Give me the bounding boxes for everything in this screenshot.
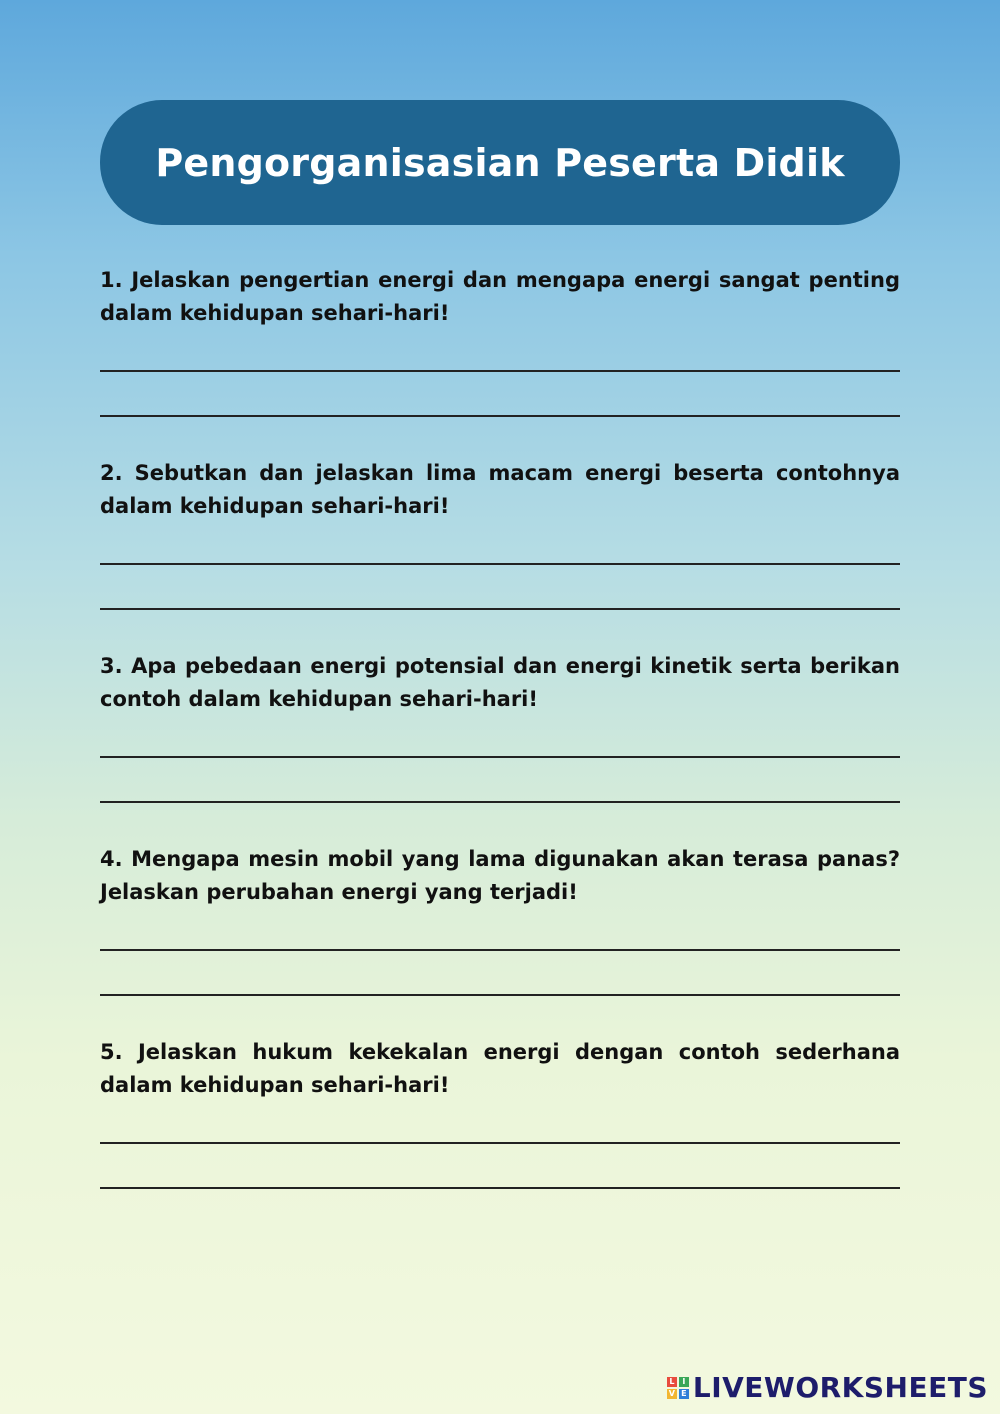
answer-line[interactable] <box>100 949 900 951</box>
question-list <box>100 264 900 1229</box>
brand-name: LIVEWORKSHEETS <box>692 1371 988 1404</box>
title-banner <box>100 100 900 225</box>
question-5 <box>100 1036 900 1229</box>
question-text: 2. Sebutkan dan jelaskan lima macam energi beserta contohnya dalam kehidupan sehari-hari! <box>100 461 900 518</box>
question-3 <box>100 650 900 843</box>
answer-line[interactable] <box>100 608 900 610</box>
logo-letter: V <box>668 1388 675 1398</box>
logo-letter: E <box>679 1389 689 1399</box>
question-text: 3. Apa pebedaan energi potensial dan energi kinetik serta berikan contoh dalam kehidupan sehari-hari! <box>100 654 900 711</box>
page-title: Pengorganisasian Peserta Didik <box>155 140 845 185</box>
logo-letter: I <box>679 1377 689 1387</box>
liveworksheets-logo-icon <box>667 1377 689 1399</box>
question-text: 5. Jelaskan hukum kekekalan energi dengan contoh sederhana dalam kehidupan sehari-hari! <box>100 1040 900 1097</box>
answer-line[interactable] <box>100 370 900 372</box>
answer-line[interactable] <box>100 801 900 803</box>
question-2 <box>100 457 900 650</box>
question-text: 4. Mengapa mesin mobil yang lama digunakan akan terasa panas? Jelaskan perubahan energi yang terjadi! <box>100 847 900 904</box>
liveworksheets-brand <box>667 1371 988 1404</box>
question-4 <box>100 843 900 1036</box>
question-1 <box>100 264 900 457</box>
question-text: 1. Jelaskan pengertian energi dan mengapa energi sangat penting dalam kehidupan sehari-hari! <box>100 268 900 325</box>
logo-letter: L <box>667 1377 677 1387</box>
answer-line[interactable] <box>100 1142 900 1144</box>
answer-line[interactable] <box>100 1187 900 1189</box>
answer-line[interactable] <box>100 994 900 996</box>
answer-line[interactable] <box>100 756 900 758</box>
answer-line[interactable] <box>100 563 900 565</box>
answer-line[interactable] <box>100 415 900 417</box>
